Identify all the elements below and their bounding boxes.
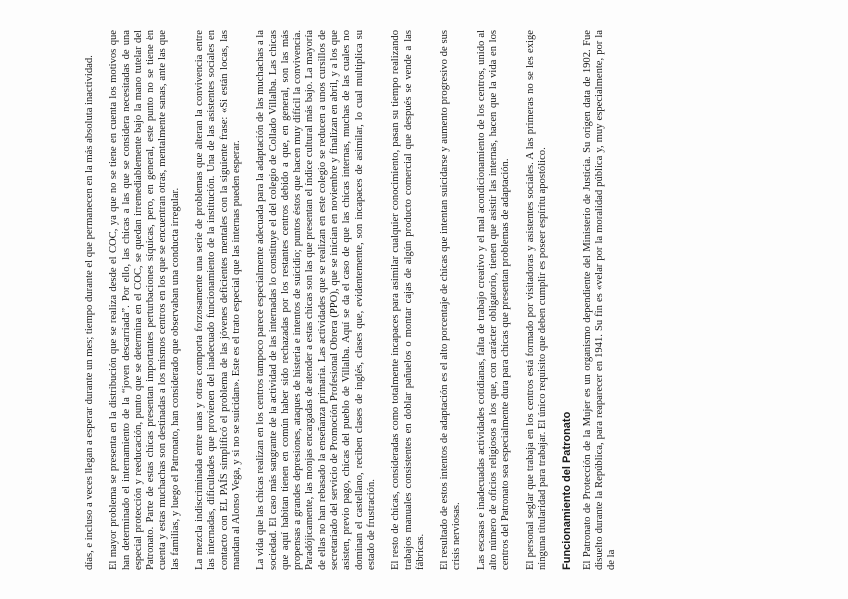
paragraph-2: El mayor problema se presenta en la distribución que se realiza desde el COC, ya que no se tiene en cuenta los motivos que han determinado el internamiento de la “joven descarriada”. Por ello, las chicas a las que se considera necesitadas de una especial protección y reeducación, punto que se determina en el COC, se quedan irremediablemente bajo la mano tutelar del Patronato. Parte de estas chicas presentan importantes perturbaciones síquicas, pero, en general, este punto no se tiene en cuenta y estas muchachas son destinadas a los mismos centros en los que se encuentran otras, mentalmente sanas, ante las que las familias, y luego el Patronato, han considerado que observaban una conducta irregular. — [108, 30, 181, 570]
paragraph-8: El personal seglar que trabaja en los centros está formado por visitadoras y asistentes sociales. A las primeras no se les exige ninguna titularidad para trabajar. El único requisito que deben cumplir es poseer espíritu apostólico. — [524, 30, 548, 570]
paragraph-1: días, e incluso a veces llegan a esperar durante un mes; tiempo durante el que permanecen en la más absoluta inactividad. — [84, 55, 95, 570]
section-heading: Funcionamiento del Patronato — [561, 411, 574, 570]
paragraph-3: La mezcla indiscriminada entre unas y otras comporta forzosamente una serie de problemas que alteran la convivencia entre las internadas, dificultades que provienen del inadecuado funcionamiento de la institución. Una de las asistentes sociales en contacto con EL PAÍS simplificó el problema de las jóvenes deficientes mentales con la siguiente frase: «Si están locas, las mandan al Alonso Vega, y si no se suicidan». Este es el trato especial que las internas pueden esperar. — [194, 30, 242, 570]
paragraph-7: Las escasas e inadecuadas actividades cotidianas, falta de trabajo creativo y el mal acondicionamiento de los centros, unido al alto número de oficios religiosos a los que, con carácter obligatorio, tienen que asistir las internas, hacen que la vida en los centros del Patronato sea especialmente dura para chicas que presentan problemas de adaptación. — [475, 30, 512, 570]
paragraph-5: El resto de chicas, consideradas como totalmente incapaces para asimilar cualquier conocimiento, pasan su tiempo realizando trabajos manuales consistentes en doblar pañuelos o montar cajas de algún producto comercial que después se vende a las fábricas. — [390, 30, 426, 570]
paragraph-4: La vida que las chicas realizan en los centros tampoco parece especialmente adecuada para la adaptación de las muchachas a la sociedad. El caso más sangrante de la actividad de las internadas lo constituye el del colegio de Collado Villalba. Las chicas que aquí habitan tienen en común haber sido rechazadas por los restantes centros debido a que, en general, son las más propensas a grandes depresiones, ataques de histeria e intentos de suicidio; puntos éstos que hacen muy difícil la convivencia. Paradójicamente, las monjas encargadas de atender a estas chicas son las que presentan el índice cultural más bajo. La mayoría de ellas no han rebasado la enseñanza primaria. Las actividades que se realizan en este colegio se reducen a unos cursillos de secretariado del servicio de Promoción Profesional Obrera (PPO), que se inician en noviembre y finalizan en abril, y a los que asisten, previo pago, chicas del pueblo de Villalba. Aquí se da el caso de que las chicas internas, muchas de las cuales no dominan el castellano, reciben clases de inglés, clases que, evidentemente, son incapaces de asimilar, lo cual multiplica su estado de frustración. — [255, 30, 377, 570]
paragraph-6: El resultado de estos intentos de adaptación es el alto porcentaje de chicas que intentan suicidarse y aumento progresivo de sus crisis nerviosas. — [439, 30, 463, 570]
rotated-text-block — [84, 30, 764, 570]
section-paragraph: El Patronato de Protección de la Mujer es un organismo dependiente del Ministerio de Justicia. Su origen data de 1902. Fue disuelto durante la República, para reaparecer en 1941. Su fin es «velar por la moralidad pública y, muy especialmente, por la de la — [581, 30, 618, 570]
